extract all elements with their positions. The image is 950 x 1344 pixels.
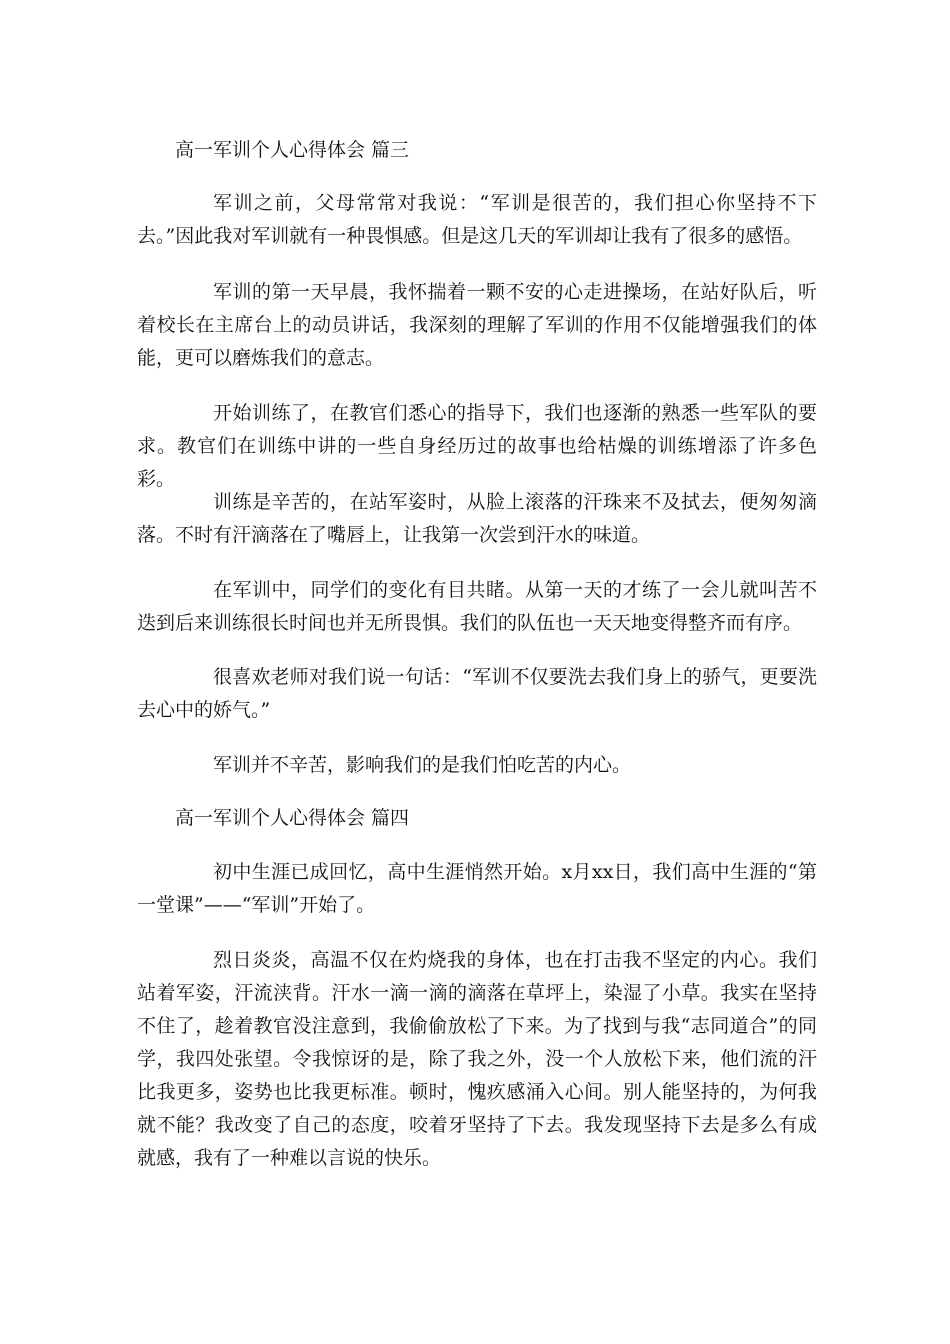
paragraph: 军训之前，父母常常对我说：“军训是很苦的，我们担心你坚持不下去。”因此我对军训就有一种畏惧感。但是这几天的军训却让我有了很多的感悟。 — [137, 192, 817, 247]
paragraph: 初中生涯已成回忆，高中生涯悄然开始。x月xx日，我们高中生涯的“第一堂课”——“军训”开始了。 — [137, 861, 817, 916]
section-heading-3: 高一军训个人心得体会 篇三 — [175, 139, 410, 161]
paragraph: 很喜欢老师对我们说一句话：“军训不仅要洗去我们身上的骄气，更要洗去心中的娇气。” — [137, 666, 817, 721]
paragraph: 军训并不辛苦，影响我们的是我们怕吃苦的内心。 — [213, 754, 632, 776]
paragraph: 训练是辛苦的，在站军姿时，从脸上滚落的汗珠来不及拭去，便匆匆滴落。不时有汗滴落在了嘴唇上，让我第一次尝到汗水的味道。 — [137, 491, 817, 546]
paragraph: 烈日炎炎，高温不仅在灼烧我的身体，也在打击我不坚定的内心。我们站着军姿，汗流浃背。汗水一滴一滴的滴落在草坪上，染湿了小草。我实在坚持不住了，趁着教官没注意到，我偷偷放松了下来。为了找到与我“志同道合”的同学，我四处张望。令我惊讶的是，除了我之外，没一个人放松下来，他们流的汗比我更多，姿势也比我更标准。顿时，愧疚感涌入心间。别人能坚持的，为何我就不能？我改变了自己的态度，咬着牙坚持了下去。我发现坚持下去是多么有成就感，我有了一种难以言说的快乐。 — [137, 949, 817, 1169]
paragraph: 军训的第一天早晨，我怀揣着一颗不安的心走进操场，在站好队后，听着校长在主席台上的动员讲话，我深刻的理解了军训的作用不仅能增强我们的体能，更可以磨炼我们的意志。 — [137, 281, 817, 369]
paragraph: 在军训中，同学们的变化有目共睹。从第一天的才练了一会儿就叫苦不迭到后来训练很长时间也并无所畏惧。我们的队伍也一天天地变得整齐而有序。 — [137, 579, 817, 634]
section-heading-4: 高一军训个人心得体会 篇四 — [175, 807, 410, 829]
paragraph: 开始训练了，在教官们悉心的指导下，我们也逐渐的熟悉一些军队的要求。教官们在训练中讲的一些自身经历过的故事也给枯燥的训练增添了许多色彩。 — [137, 402, 817, 490]
